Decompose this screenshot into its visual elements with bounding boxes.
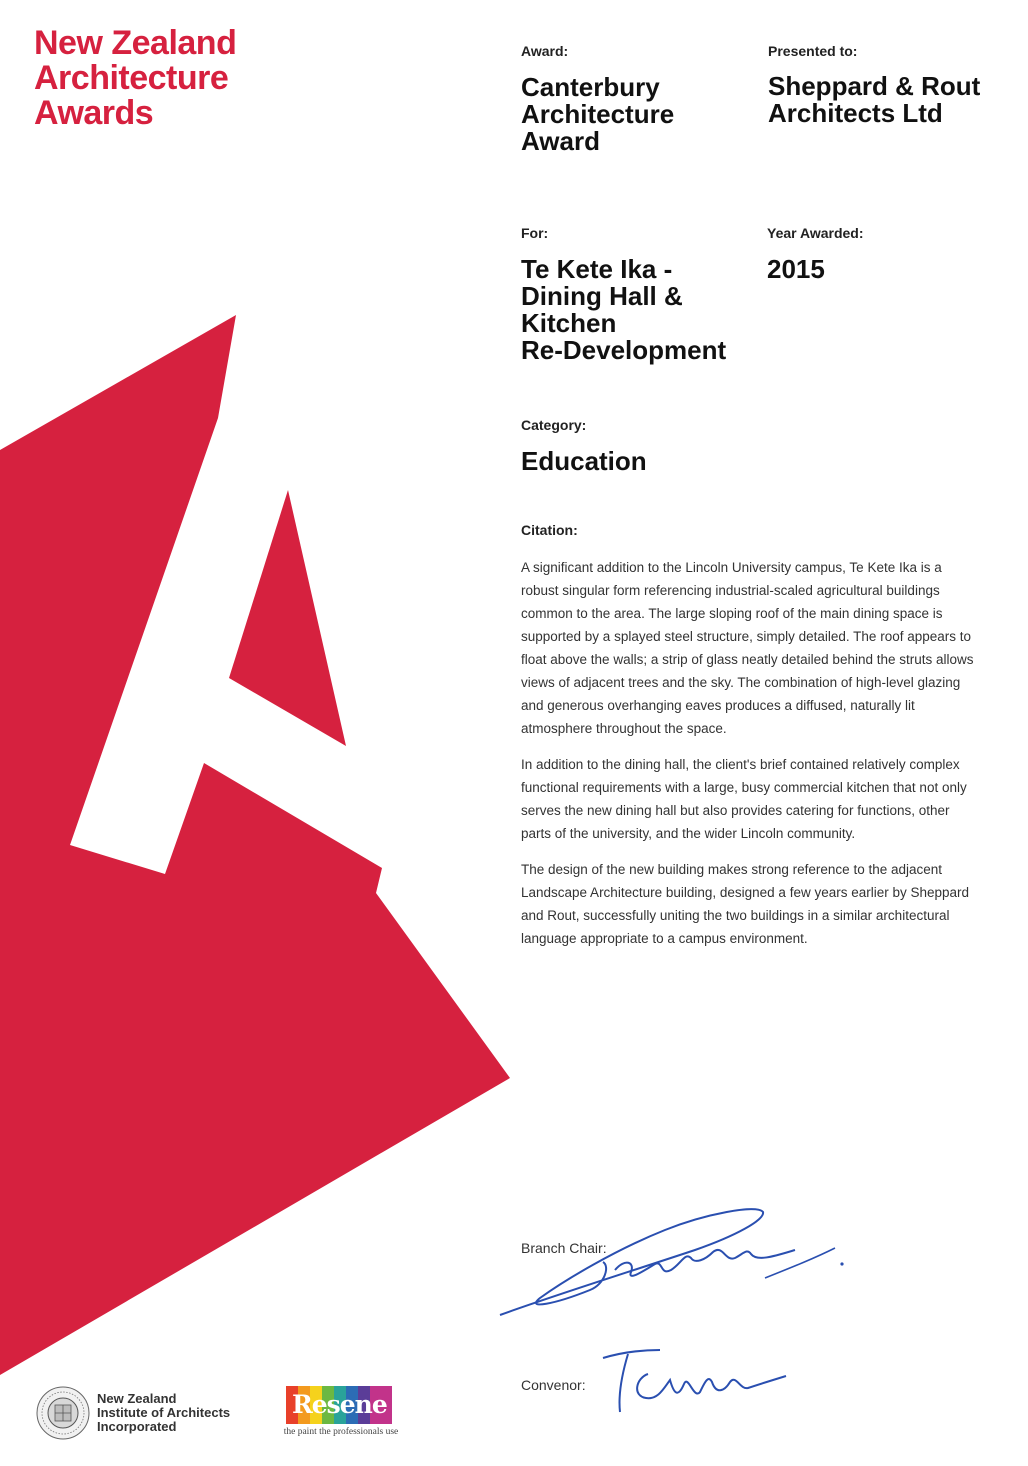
award-line: Architecture (521, 99, 675, 129)
nzia-name (97, 1392, 230, 1434)
title-line-1: New Zealand (34, 24, 237, 62)
citation-label: Citation: (521, 522, 578, 538)
nzia-line: Institute of Architects (97, 1405, 231, 1420)
citation-paragraph: A significant addition to the Lincoln University campus, Te Kete Ika is a robust singular form referencing industrial-scaled agricultural buildings common to the area. The large sloping roof of the main dining space is supported by a splayed steel structure, simply detailed. The roof appears to float above the walls; a strip of glass neatly detailed behind the struts allows views of adjacent trees and the sky. The combination of high-level glazing and generous overhanging eaves produces a diffused, naturally lit atmosphere throughout the space. (521, 560, 974, 736)
branch-chair-label: Branch Chair: (521, 1240, 607, 1256)
convenor-signature (598, 1344, 788, 1416)
nzia-crest-icon (36, 1386, 90, 1440)
red-shape-main (0, 315, 510, 1375)
citation-text (521, 556, 981, 963)
year-awarded-value: 2015 (767, 254, 825, 284)
citation-paragraph: The design of the new building makes strong reference to the adjacent Landscape Architecture building, designed a few years earlier by Sheppard and Rout, successfully uniting the two buildings in a similar architectural language appropriate to a campus environment. (521, 862, 970, 946)
award-label: Award: (521, 43, 569, 59)
red-shape-triangle (229, 490, 346, 746)
nzia-line: Incorporated (97, 1419, 177, 1434)
for-value (521, 256, 726, 364)
presented-to-value (768, 73, 980, 127)
category-label: Category: (521, 417, 587, 433)
presented-to-label: Presented to: (768, 43, 858, 59)
category-value: Education (521, 446, 647, 476)
awards-title (34, 26, 236, 131)
title-line-3: Awards (34, 94, 154, 132)
resene-tagline: the paint the professionals use (283, 1427, 399, 1437)
nzia-line: New Zealand (97, 1391, 177, 1406)
award-value (521, 74, 674, 155)
award-line: Canterbury (521, 72, 660, 102)
for-line: Re-Development (521, 335, 727, 365)
resene-wordmark: Resene (292, 1390, 387, 1419)
for-line: Te Kete Ika - (521, 254, 673, 284)
for-line: Kitchen (521, 308, 617, 338)
for-label: For: (521, 225, 549, 241)
title-line-2: Architecture (34, 59, 229, 97)
award-line: Award (521, 126, 600, 156)
presented-to-line: Architects Ltd (768, 98, 943, 128)
citation-paragraph: In addition to the dining hall, the client's brief contained relatively complex functional requirements with a large, busy commercial kitchen that not only serves the new dining hall but also provides catering for functions, other parts of the university, and the wider Lincoln community. (521, 757, 967, 841)
presented-to-line: Sheppard & Rout (768, 71, 981, 101)
for-line: Dining Hall & (521, 281, 683, 311)
convenor-label: Convenor: (521, 1377, 586, 1393)
branch-chair-signature (495, 1200, 855, 1325)
year-awarded-label: Year Awarded: (767, 225, 864, 241)
